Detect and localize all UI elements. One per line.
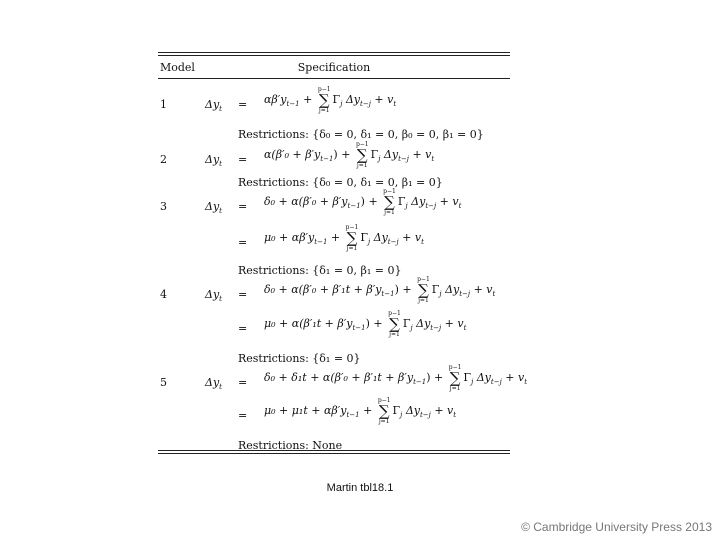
equals-sign: = [238, 98, 248, 111]
sigma-glyph: ∑ [384, 193, 395, 211]
subscript: t [219, 105, 222, 114]
error-term: + v [370, 93, 394, 106]
delta-y: Δy [205, 288, 220, 301]
subscript: t [492, 290, 496, 299]
subscript: t [458, 202, 462, 211]
subscript: t−j [387, 238, 399, 247]
rhs-middle: ) + [333, 148, 354, 161]
rhs-middle: ) + [394, 283, 416, 296]
delta-y: Δy [412, 317, 431, 330]
subscript: j [378, 155, 381, 164]
sigma-glyph: ∑ [346, 229, 358, 247]
equation-lhs [205, 98, 222, 113]
delta-y: Δy [205, 153, 220, 166]
sum-lower-limit: j=1 [318, 107, 330, 114]
subscript: t−j [360, 100, 371, 109]
summation-symbol [318, 86, 331, 114]
specification-table [158, 52, 510, 79]
subscript: t [453, 411, 457, 420]
subscript: t−1 [347, 202, 361, 211]
gamma: Γ [392, 404, 401, 417]
error-term: + v [441, 317, 464, 330]
sum-lower-limit: j=1 [378, 418, 390, 425]
sum-upper-limit: p−1 [448, 364, 462, 371]
sum-upper-limit: p−1 [417, 276, 430, 283]
delta-y: Δy [473, 371, 491, 384]
summation-symbol [356, 141, 369, 169]
sum-upper-limit: p−1 [355, 141, 369, 148]
sigma-glyph: ∑ [389, 315, 400, 333]
rhs-middle: + [327, 231, 344, 244]
equation-rhs [264, 141, 434, 169]
delta-y: Δy [205, 200, 220, 213]
subscript: t−1 [286, 100, 300, 109]
equation-rhs-alternative [264, 224, 424, 252]
summation-symbol [388, 310, 401, 338]
bottom-rule [158, 450, 510, 454]
caption: Martin tbl18.1 [326, 482, 394, 494]
sum-lower-limit: j=1 [449, 385, 461, 392]
delta-y: Δy [380, 148, 399, 161]
equals-sign: = [238, 409, 248, 422]
equation-rhs [264, 188, 461, 216]
rhs-prefix: δ₀ + α(β′₀ + β′₁t + β′y [264, 283, 382, 296]
summation-symbol [449, 364, 462, 392]
rhs-prefix: μ₀ + μ₁t + αβ′y [264, 404, 347, 417]
sum-upper-limit: p−1 [388, 310, 401, 317]
error-term: + v [501, 371, 525, 384]
sigma-glyph: ∑ [318, 91, 330, 109]
subscript: j [367, 238, 371, 247]
header-model: Model [160, 61, 195, 74]
sigma-glyph: ∑ [378, 402, 390, 420]
subscript: t [219, 160, 222, 169]
error-term: + v [398, 231, 422, 244]
equals-sign: = [238, 288, 248, 301]
equation-lhs [205, 288, 222, 303]
equation-lhs [205, 153, 222, 168]
sum-lower-limit: j=1 [356, 162, 368, 169]
subscript: t−j [490, 378, 502, 387]
error-term: + v [470, 283, 493, 296]
rhs-prefix: μ₀ + α(β′₁t + β′y [264, 317, 353, 330]
equation-rhs-alternative [264, 310, 466, 338]
error-term: + v [436, 195, 459, 208]
copyright: © Cambridge University Press 2013 [521, 520, 712, 534]
restrictions: Restrictions: {δ₀ = 0, δ₁ = 0, β₁ = 0} [238, 176, 443, 189]
delta-y: Δy [370, 231, 388, 244]
subscript: j [410, 324, 413, 333]
subscript: t [219, 207, 222, 216]
header-specification: Specification [297, 61, 371, 74]
restrictions: Restrictions: {δ₁ = 0, β₁ = 0} [238, 264, 402, 277]
subscript: t [219, 295, 222, 304]
rhs-prefix: δ₀ + δ₁t + α(β′₀ + β′₁t + β′y [264, 371, 414, 384]
error-term: + v [430, 404, 454, 417]
subscript: t [431, 155, 435, 164]
rhs-middle: + [299, 93, 316, 106]
equation-lhs [205, 200, 222, 215]
rhs-middle: + [359, 404, 376, 417]
equation-rhs [264, 364, 527, 392]
sigma-glyph: ∑ [418, 281, 429, 299]
delta-y: Δy [205, 376, 220, 389]
subscript: t−1 [413, 378, 427, 387]
subscript: t [524, 378, 528, 387]
sum-upper-limit: p−1 [317, 86, 331, 93]
error-term: + v [408, 148, 432, 161]
model-number: 1 [160, 98, 167, 111]
model-number: 4 [160, 288, 167, 301]
subscript: t [421, 238, 424, 247]
summation-symbol [378, 397, 391, 425]
subscript: t−1 [346, 411, 360, 420]
sum-upper-limit: p−1 [377, 397, 391, 404]
equation-lhs [205, 376, 222, 391]
subscript: t−j [398, 155, 409, 164]
subscript: j [405, 202, 408, 211]
subscript: j [400, 411, 403, 420]
table-header [158, 56, 510, 78]
rhs-prefix: α(β′₀ + β′y [264, 148, 321, 161]
equation-rhs-alternative [264, 397, 456, 425]
equation-rhs [264, 86, 396, 114]
gamma: Γ [370, 148, 379, 161]
subscript: t−1 [320, 155, 334, 164]
delta-y: Δy [205, 98, 220, 111]
summation-symbol [417, 276, 430, 304]
sum-lower-limit: j=1 [418, 297, 429, 304]
rhs-prefix: μ₀ + αβ′y [264, 231, 315, 244]
subscript: t [463, 324, 467, 333]
equals-sign: = [238, 322, 248, 335]
rhs-middle: ) + [365, 317, 387, 330]
restrictions: Restrictions: None [238, 439, 343, 452]
gamma: Γ [463, 371, 472, 384]
equals-sign: = [238, 376, 248, 389]
delta-y: Δy [407, 195, 426, 208]
equation-rhs [264, 276, 495, 304]
subscript: t−1 [352, 324, 366, 333]
rhs-middle: ) + [426, 371, 447, 384]
gamma: Γ [360, 231, 368, 244]
model-number: 3 [160, 200, 167, 213]
subscript: t−1 [314, 238, 328, 247]
gamma: Γ [402, 317, 411, 330]
subscript: t−1 [381, 290, 395, 299]
equals-sign: = [238, 200, 248, 213]
restrictions: Restrictions: {δ₁ = 0} [238, 352, 361, 365]
subscript: j [340, 100, 343, 109]
summation-symbol [383, 188, 396, 216]
rhs-prefix: αβ′y [264, 93, 287, 106]
summation-symbol [346, 224, 359, 252]
equals-sign: = [238, 153, 248, 166]
sum-lower-limit: j=1 [384, 209, 395, 216]
sigma-glyph: ∑ [449, 369, 461, 387]
gamma: Γ [332, 93, 341, 106]
gamma: Γ [397, 195, 406, 208]
subscript: t−j [419, 411, 431, 420]
subscript: t [393, 100, 397, 109]
header-rule [158, 78, 510, 79]
subscript: j [471, 378, 474, 387]
delta-y: Δy [441, 283, 460, 296]
delta-y: Δy [342, 93, 361, 106]
subscript: t−j [459, 290, 471, 299]
restrictions: Restrictions: {δ₀ = 0, δ₁ = 0, β₀ = 0, β₁ = 0} [238, 128, 484, 141]
equals-sign: = [238, 236, 248, 249]
sigma-glyph: ∑ [356, 146, 368, 164]
model-number: 5 [160, 376, 167, 389]
model-number: 2 [160, 153, 167, 166]
sum-lower-limit: j=1 [346, 245, 358, 252]
subscript: j [439, 290, 442, 299]
subscript: t [219, 383, 222, 392]
subscript: t−j [430, 324, 442, 333]
gamma: Γ [431, 283, 440, 296]
rhs-prefix: δ₀ + α(β′₀ + β′y [264, 195, 348, 208]
rhs-middle: ) + [360, 195, 382, 208]
sum-upper-limit: p−1 [383, 188, 396, 195]
delta-y: Δy [402, 404, 420, 417]
sum-lower-limit: j=1 [389, 331, 400, 338]
sum-upper-limit: p−1 [345, 224, 359, 231]
subscript: t−j [425, 202, 437, 211]
